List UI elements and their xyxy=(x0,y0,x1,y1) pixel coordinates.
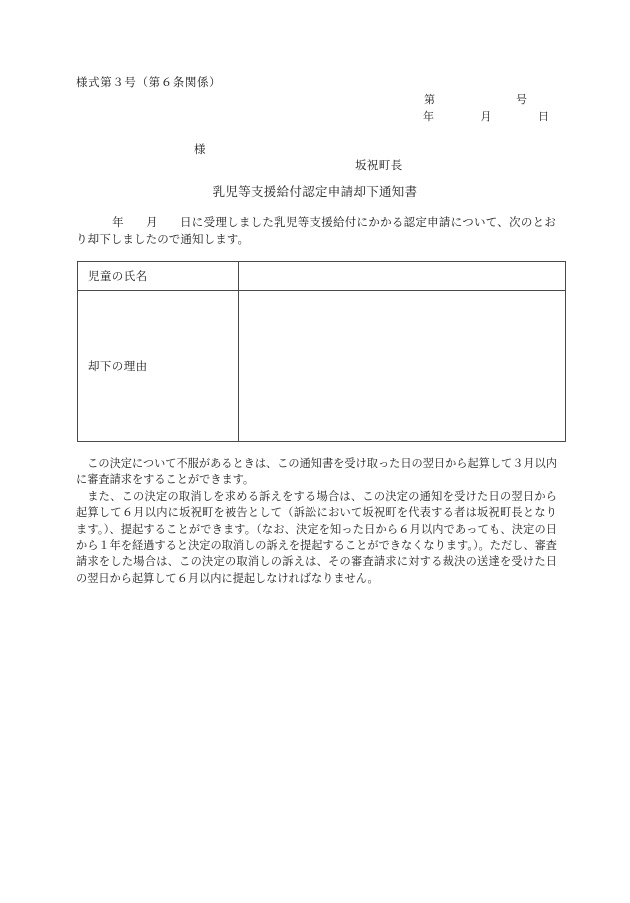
notification-table xyxy=(77,261,566,442)
intro-paragraph xyxy=(76,214,556,248)
intro-month-label: 月 xyxy=(145,215,158,229)
intro-year-label: 年 xyxy=(112,215,124,229)
page-title: 乳児等支援給付認定申請却下通知書 xyxy=(212,184,418,199)
rejection-reason-label: 却下の理由 xyxy=(78,291,239,442)
document-number-field: 第 号 xyxy=(424,93,528,106)
rejection-reason-value[interactable] xyxy=(239,291,566,442)
legal-notes xyxy=(76,456,557,587)
legal-note-appeal: この決定について不服があるときは、この通知書を受け取った日の翌日から起算して３月以内に審査請求をすることができます。 xyxy=(76,457,557,487)
table-row xyxy=(78,291,566,442)
child-name-label: 児童の氏名 xyxy=(78,262,239,291)
intro-body-text: 日に受理しました乳児等支援給付にかかる認定申請について、次のとおり却下しましたので通知します。 xyxy=(76,215,556,246)
legal-note-lawsuit: また、この決定の取消しを求める訴えをする場合は、この決定の通知を受けた日の翌日から起算して６月以内に坂祝町を被告として（訴訟において坂祝町を代表する者は坂祝町長となります。）、提起することができます。（なお、決定を知った日から６月以内であっても、決定の日から１年を経過すると決定の取消しの訴えを提起することができなくなります。）。ただし、審査請求をした場合は、この決定の取消しの訴えは、その審査請求に対する裁決の送達を受けた日の翌日から起算して６月以内に提起しなければなりません。 xyxy=(76,489,557,585)
child-name-value[interactable] xyxy=(239,262,566,291)
form-number: 様式第３号（第６条関係） xyxy=(76,75,222,89)
issuer-name: 坂祝町長 xyxy=(355,158,403,172)
addressee-suffix: 様 xyxy=(194,142,206,156)
document-date-field: 年 月 日 xyxy=(423,110,550,123)
table-row xyxy=(78,262,566,291)
